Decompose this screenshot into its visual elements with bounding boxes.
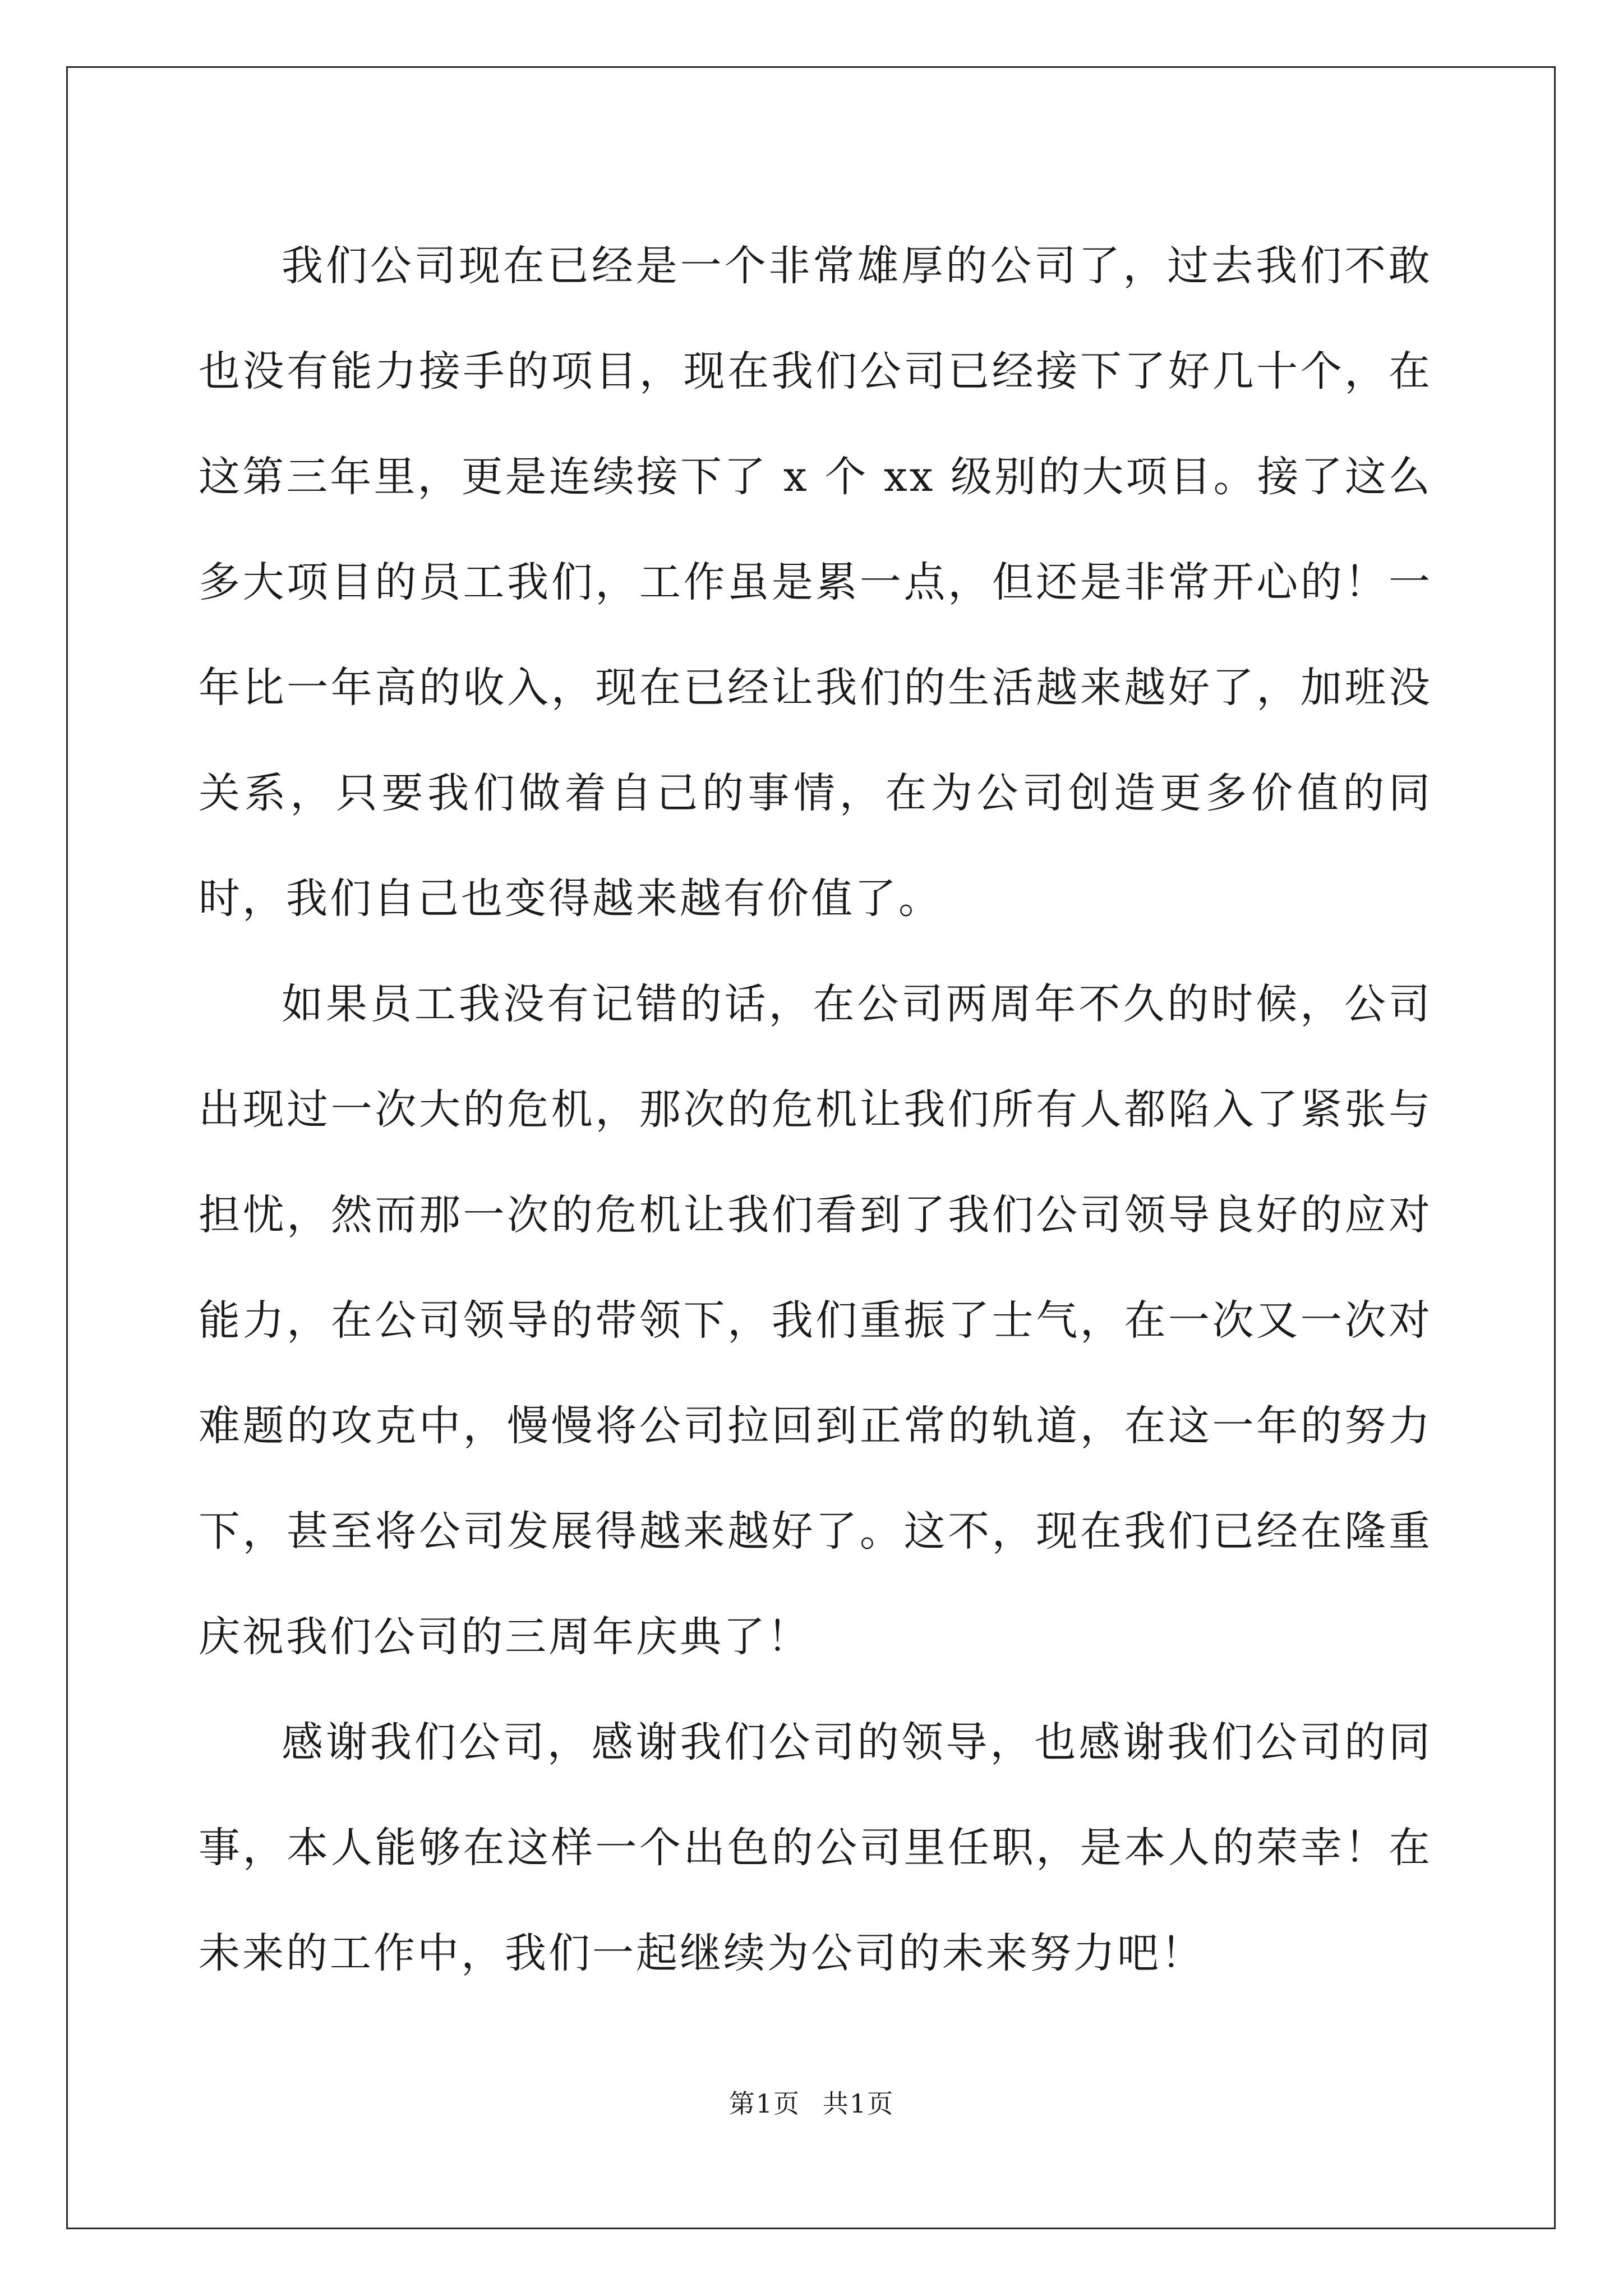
document-body (199, 213, 1432, 2006)
paragraph-1: 我们公司现在已经是一个非常雄厚的公司了，过去我们不敢也没有能力接手的项目，现在我们公司已经接下了好几十个，在这第三年里，更是连续接下了 x 个 xx 级别的大项目。接了这么多大项目的员工我们，工作虽是累一点，但还是非常开心的！一年比一年高的收入，现在已经让我们的生活越来越好了，加班没关系，只要我们做着自己的事情，在为公司创造更多价值的同时，我们自己也变得越来越有价值了。 (199, 242, 1432, 923)
paragraph-3: 感谢我们公司，感谢我们公司的领导，也感谢我们公司的同事，本人能够在这样一个出色的公司里任职，是本人的荣幸！在未来的工作中，我们一起继续为公司的未来努力吧！ (199, 1718, 1432, 1977)
page-footer (0, 2087, 1623, 2120)
paragraph-2: 如果员工我没有记错的话，在公司两周年不久的时候，公司出现过一次大的危机，那次的危机让我们所有人都陷入了紧张与担忧，然而那一次的危机让我们看到了我们公司领导良好的应对能力，在公司领导的带领下，我们重振了士气，在一次又一次对难题的攻克中，慢慢将公司拉回到正常的轨道，在这一年的努力下，甚至将公司发展得越来越好了。这不，现在我们已经在隆重庆祝我们公司的三周年庆典了！ (199, 980, 1432, 1661)
page-count: 共1页 (823, 2088, 895, 2119)
page-number: 第1页 (728, 2088, 800, 2119)
